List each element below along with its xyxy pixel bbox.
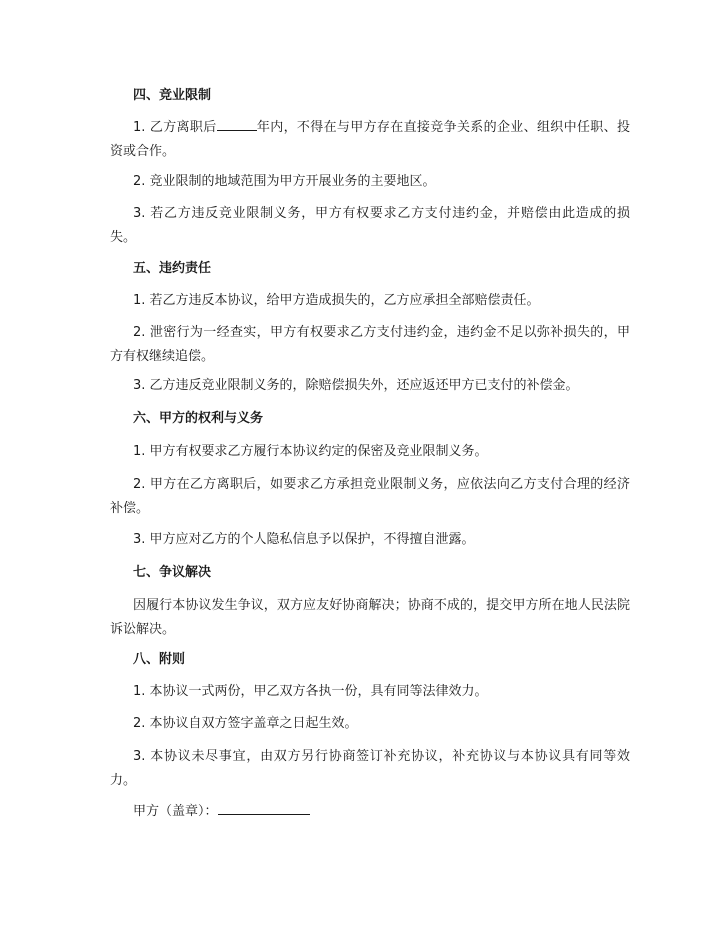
paragraph-rights-1: 1. 甲方有权要求乙方履行本协议约定的保密及竞业限制义务。 bbox=[133, 444, 488, 459]
section-heading-dispute: 七、争议解决 bbox=[133, 565, 212, 580]
paragraph-non-compete-1 bbox=[110, 116, 630, 164]
paragraph-breach-1: 1. 若乙方违反本协议，给甲方造成损失的，乙方应承担全部赔偿责任。 bbox=[133, 293, 540, 308]
signature-label: 甲方（盖章）： bbox=[133, 804, 218, 819]
paragraph-non-compete-3: 3. 若乙方违反竞业限制义务，甲方有权要求乙方支付违约金，并赔偿由此造成的损失。 bbox=[110, 206, 630, 245]
paragraph-supplementary-2: 2. 本协议自双方签字盖章之日起生效。 bbox=[133, 716, 358, 731]
signature-party-a bbox=[110, 800, 630, 824]
paragraph-supplementary-1: 1. 本协议一式两份，甲乙双方各执一份，具有同等法律效力。 bbox=[133, 684, 488, 699]
paragraph-breach-2: 2. 泄密行为一经查实，甲方有权要求乙方支付违约金，违约金不足以弥补损失的，甲方有权继续追偿。 bbox=[110, 325, 630, 364]
section-heading-party-a-rights: 六、甲方的权利与义务 bbox=[133, 411, 264, 426]
blank-line-years bbox=[217, 116, 257, 131]
paragraph-supplementary-3: 3. 本协议未尽事宜，由双方另行协商签订补充协议，补充协议与本协议具有同等效力。 bbox=[110, 749, 630, 788]
section-heading-non-compete: 四、竞业限制 bbox=[133, 88, 212, 103]
paragraph-text: 1. 乙方离职后 bbox=[133, 120, 217, 135]
paragraph-breach-3: 3. 乙方违反竞业限制义务的，除赔偿损失外，还应返还甲方已支付的补偿金。 bbox=[133, 378, 579, 393]
section-heading-supplementary: 八、附则 bbox=[133, 652, 186, 667]
paragraph-non-compete-2: 2. 竞业限制的地域范围为甲方开展业务的主要地区。 bbox=[133, 174, 436, 189]
paragraph-text: 年内，不得在与甲方存在直接竞争关系的企业、组织中任职、投资或合作。 bbox=[110, 120, 630, 159]
section-heading-breach: 五、违约责任 bbox=[133, 261, 212, 276]
signature-blank-line bbox=[218, 800, 310, 815]
paragraph-dispute-1: 因履行本协议发生争议，双方应友好协商解决；协商不成的，提交甲方所在地人民法院诉讼解决。 bbox=[110, 598, 630, 637]
paragraph-rights-3: 3. 甲方应对乙方的个人隐私信息予以保护，不得擅自泄露。 bbox=[133, 532, 475, 547]
paragraph-rights-2: 2. 甲方在乙方离职后，如要求乙方承担竞业限制义务，应依法向乙方支付合理的经济补偿。 bbox=[110, 477, 630, 516]
